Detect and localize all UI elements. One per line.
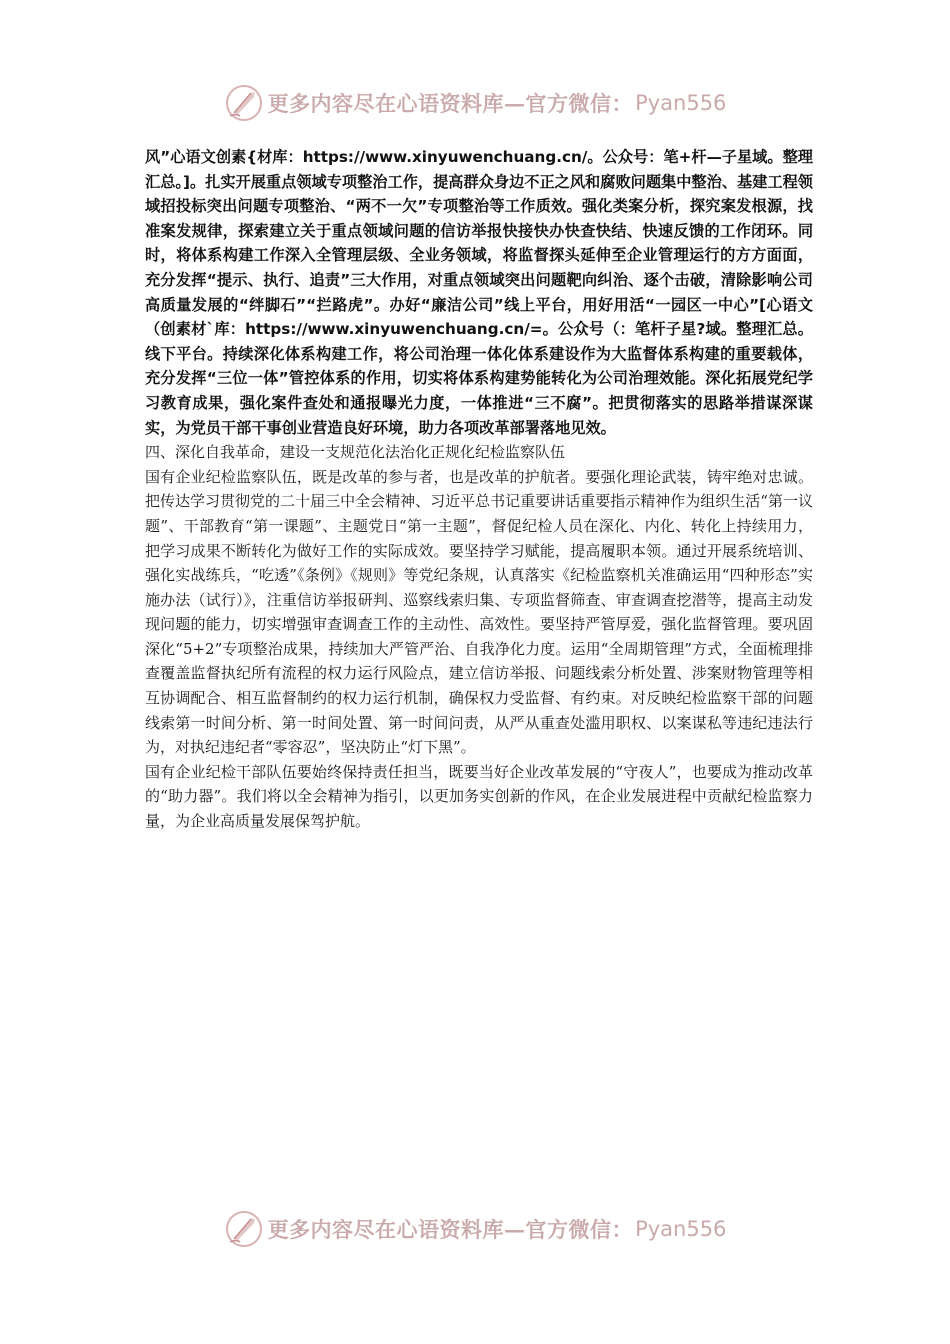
section-heading: 四、深化自我革命，建设一支规范化法治化正规化纪检监察队伍	[145, 443, 566, 462]
bold-paragraph: 风”心语文创素{材库：https://www.xinyuwenchuang.cn/。公众号：笔+杆—子星域。整理汇总。]。扎实开展重点领域专项整治工作，提高群众身边不正之风和腐败问题集中整治、基建工程领域招投标突出问题专项整治、“两不一欠”专项整治等工作质效。强化类案分析，探究案发根源，找准案发规律，探索建立关于重点领域问题的信访举报快接快办快查快结、快速反馈的工作闭环。同时，将体系构建工作深入全管理层级、全业务领域，将监督探头延伸至企业管理运行的方方面面，充分发挥“提示、执行、追责”三大作用，对重点领域突出问题靶向纠治、逐个击破，清除影响公司高质量发展的“绊脚石”“拦路虎”。办好“廉洁公司”线上平台，用好用活“一园区一中心”[心语文（创素材`库：https://www.xinyuwenchuang.cn/=。公众号（：笔杆子星?域。整理汇总。线下平台。持续深化体系构建工作，将公司治理一体化体系建设作为大监督体系构建的重要载体，充分发挥“三位一体”管控体系的作用，切实将体系构建势能转化为公司治理效能。深化拓展党纪学习教育成果，强化案件查处和通报曝光力度，一体推进“三不腐”。把贯彻落实的思路举措谋深谋实，为党员干部干事创业营造良好环境，助力各项改革部署落地见效。	[145, 148, 813, 437]
watermark-wechat-id: Pyan556	[635, 1217, 727, 1241]
quill-logo-icon	[224, 1209, 264, 1249]
watermark-text: 更多内容尽在心语资料库—官方微信：	[267, 1217, 634, 1242]
header-watermark-banner	[0, 80, 950, 126]
watermark-text: 更多内容尽在心语资料库—官方微信：	[267, 91, 634, 116]
paragraph-2: 国有企业纪检干部队伍要始终保持责任担当，既要当好企业改革发展的“守夜人”，也要成为推动改革的“助力器”。我们将以全会精神为指引，以更加务实创新的作风，在企业发展进程中贡献纪检监察力量，为企业高质量发展保驾护航。	[145, 762, 813, 831]
document-body	[145, 145, 813, 834]
watermark-wechat-id: Pyan556	[635, 91, 727, 115]
quill-logo-icon	[224, 83, 264, 123]
paragraph-1: 国有企业纪检监察队伍，既是改革的参与者，也是改革的护航者。要强化理论武装，铸牢绝对忠诚。把传达学习贯彻党的二十届三中全会精神、习近平总书记重要讲话重要指示精神作为组织生活“第一议题”、干部教育“第一课题”、主题党日“第一主题”，督促纪检人员在深化、内化、转化上持续用力，把学习成果不断转化为做好工作的实际成效。要坚持学习赋能，提高履职本领。通过开展系统培训、强化实战练兵，“吃透”《条例》《规则》等党纪条规，认真落实《纪检监察机关准确运用“四种形态”实施办法（试行）》，注重信访举报研判、巡察线索归集、专项监督筛查、审查调查挖潜等，提高主动发现问题的能力，切实增强审查调查工作的主动性、高效性。要坚持严管厚爱，强化监督管理。要巩固深化“5+2”专项整治成果，持续加大严管严治、自我净化力度。运用“全周期管理”方式，全面梳理排查覆盖监督执纪所有流程的权力运行风险点，建立信访举报、问题线索分析处置、涉案财物管理等相互协调配合、相互监督制约的权力运行机制，确保权力受监督、有约束。对反映纪检监察干部的问题线索第一时间分析、第一时间处置、第一时间问责，从严从重查处滥用职权、以案谋私等违纪违法行为，对执纪违纪者“零容忍”，坚决防止“灯下黑”。	[145, 467, 813, 757]
footer-watermark-banner	[0, 1206, 950, 1252]
